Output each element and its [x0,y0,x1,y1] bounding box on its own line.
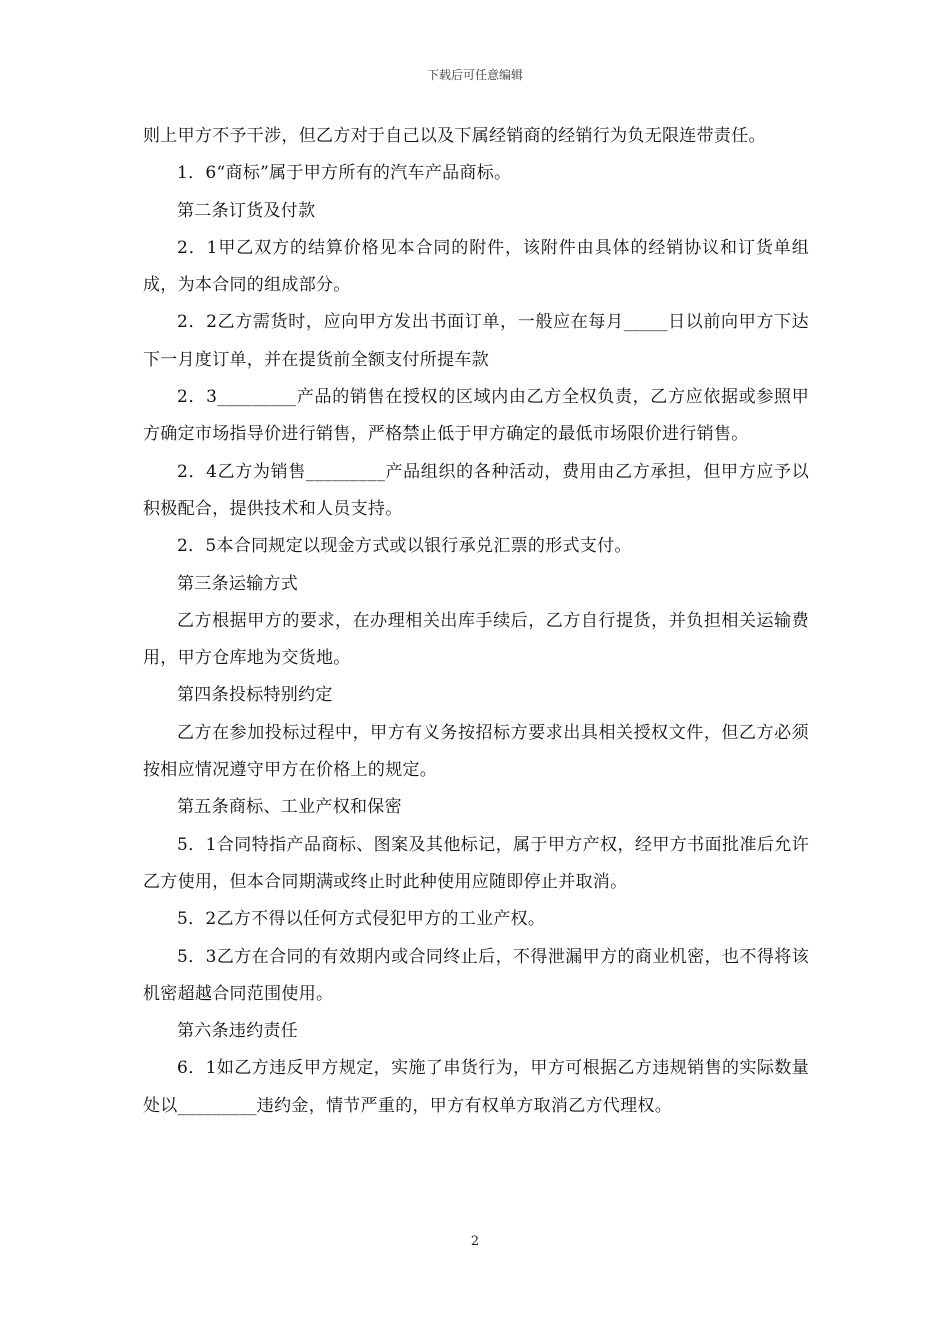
paragraph: 第四条投标特别约定 [177,685,333,706]
paragraph: 5．1合同特指产品商标、图案及其他标记，属于甲方产权，经甲方书面批准后允许乙方使用，但本合同期满或终止时此种使用应随即停止并取消。 [143,834,809,892]
document-body [143,118,809,1125]
paragraph: 2．4乙方为销售_________产品组织的各种活动，费用由乙方承担，但甲方应予以积极配合，提供技术和人员支持。 [143,461,809,519]
paragraph: 则上甲方不予干涉，但乙方对于自己以及下属经销商的经销行为负无限连带责任。 [143,126,766,146]
paragraph: 2．5本合同规定以现金方式或以银行承兑汇票的形式支付。 [177,536,632,557]
paragraph: 5．3乙方在合同的有效期内或合同终止后，不得泄漏甲方的商业机密，也不得将该机密超越合同范围使用。 [143,946,809,1004]
paragraph: 乙方根据甲方的要求，在办理相关出库手续后，乙方自行提货，并负担相关运输费用，甲方仓库地为交货地。 [143,610,809,669]
paragraph: 第五条商标、工业产权和保密 [177,797,402,818]
paragraph: 5．2乙方不得以任何方式侵犯甲方的工业产权。 [177,909,546,930]
paragraph: 第六条违约责任 [177,1021,299,1042]
paragraph: 6．1如乙方违反甲方规定，实施了串货行为，甲方可根据乙方违规销售的实际数量处以_________违约金，情节严重的，甲方有权单方取消乙方代理权。 [143,1058,809,1116]
paragraph: 1．6“商标”属于甲方所有的汽车产品商标。 [177,163,512,184]
paragraph: 2．2乙方需货时，应向甲方发出书面订单，一般应在每月_____日以前向甲方下达下一月度订单，并在提货前全额支付所提车款 [143,312,809,370]
paragraph: 2．3_________产品的销售在授权的区域内由乙方全权负责，乙方应依据或参照甲方确定市场指导价进行销售，严格禁止低于甲方确定的最低市场限价进行销售。 [143,387,809,445]
paragraph: 第二条订货及付款 [177,200,316,221]
paragraph: 第三条运输方式 [177,573,299,594]
paragraph: 2．1甲乙双方的结算价格见本合同的附件，该附件由具体的经销协议和订货单组成，为本合同的组成部分。 [143,237,809,296]
page-header: 下载后可任意编辑 [426,68,523,82]
paragraph: 乙方在参加投标过程中，甲方有义务按招标方要求出具相关授权文件，但乙方必须按相应情况遵守甲方在价格上的规定。 [143,722,809,781]
page-number: 2 [470,1234,480,1249]
